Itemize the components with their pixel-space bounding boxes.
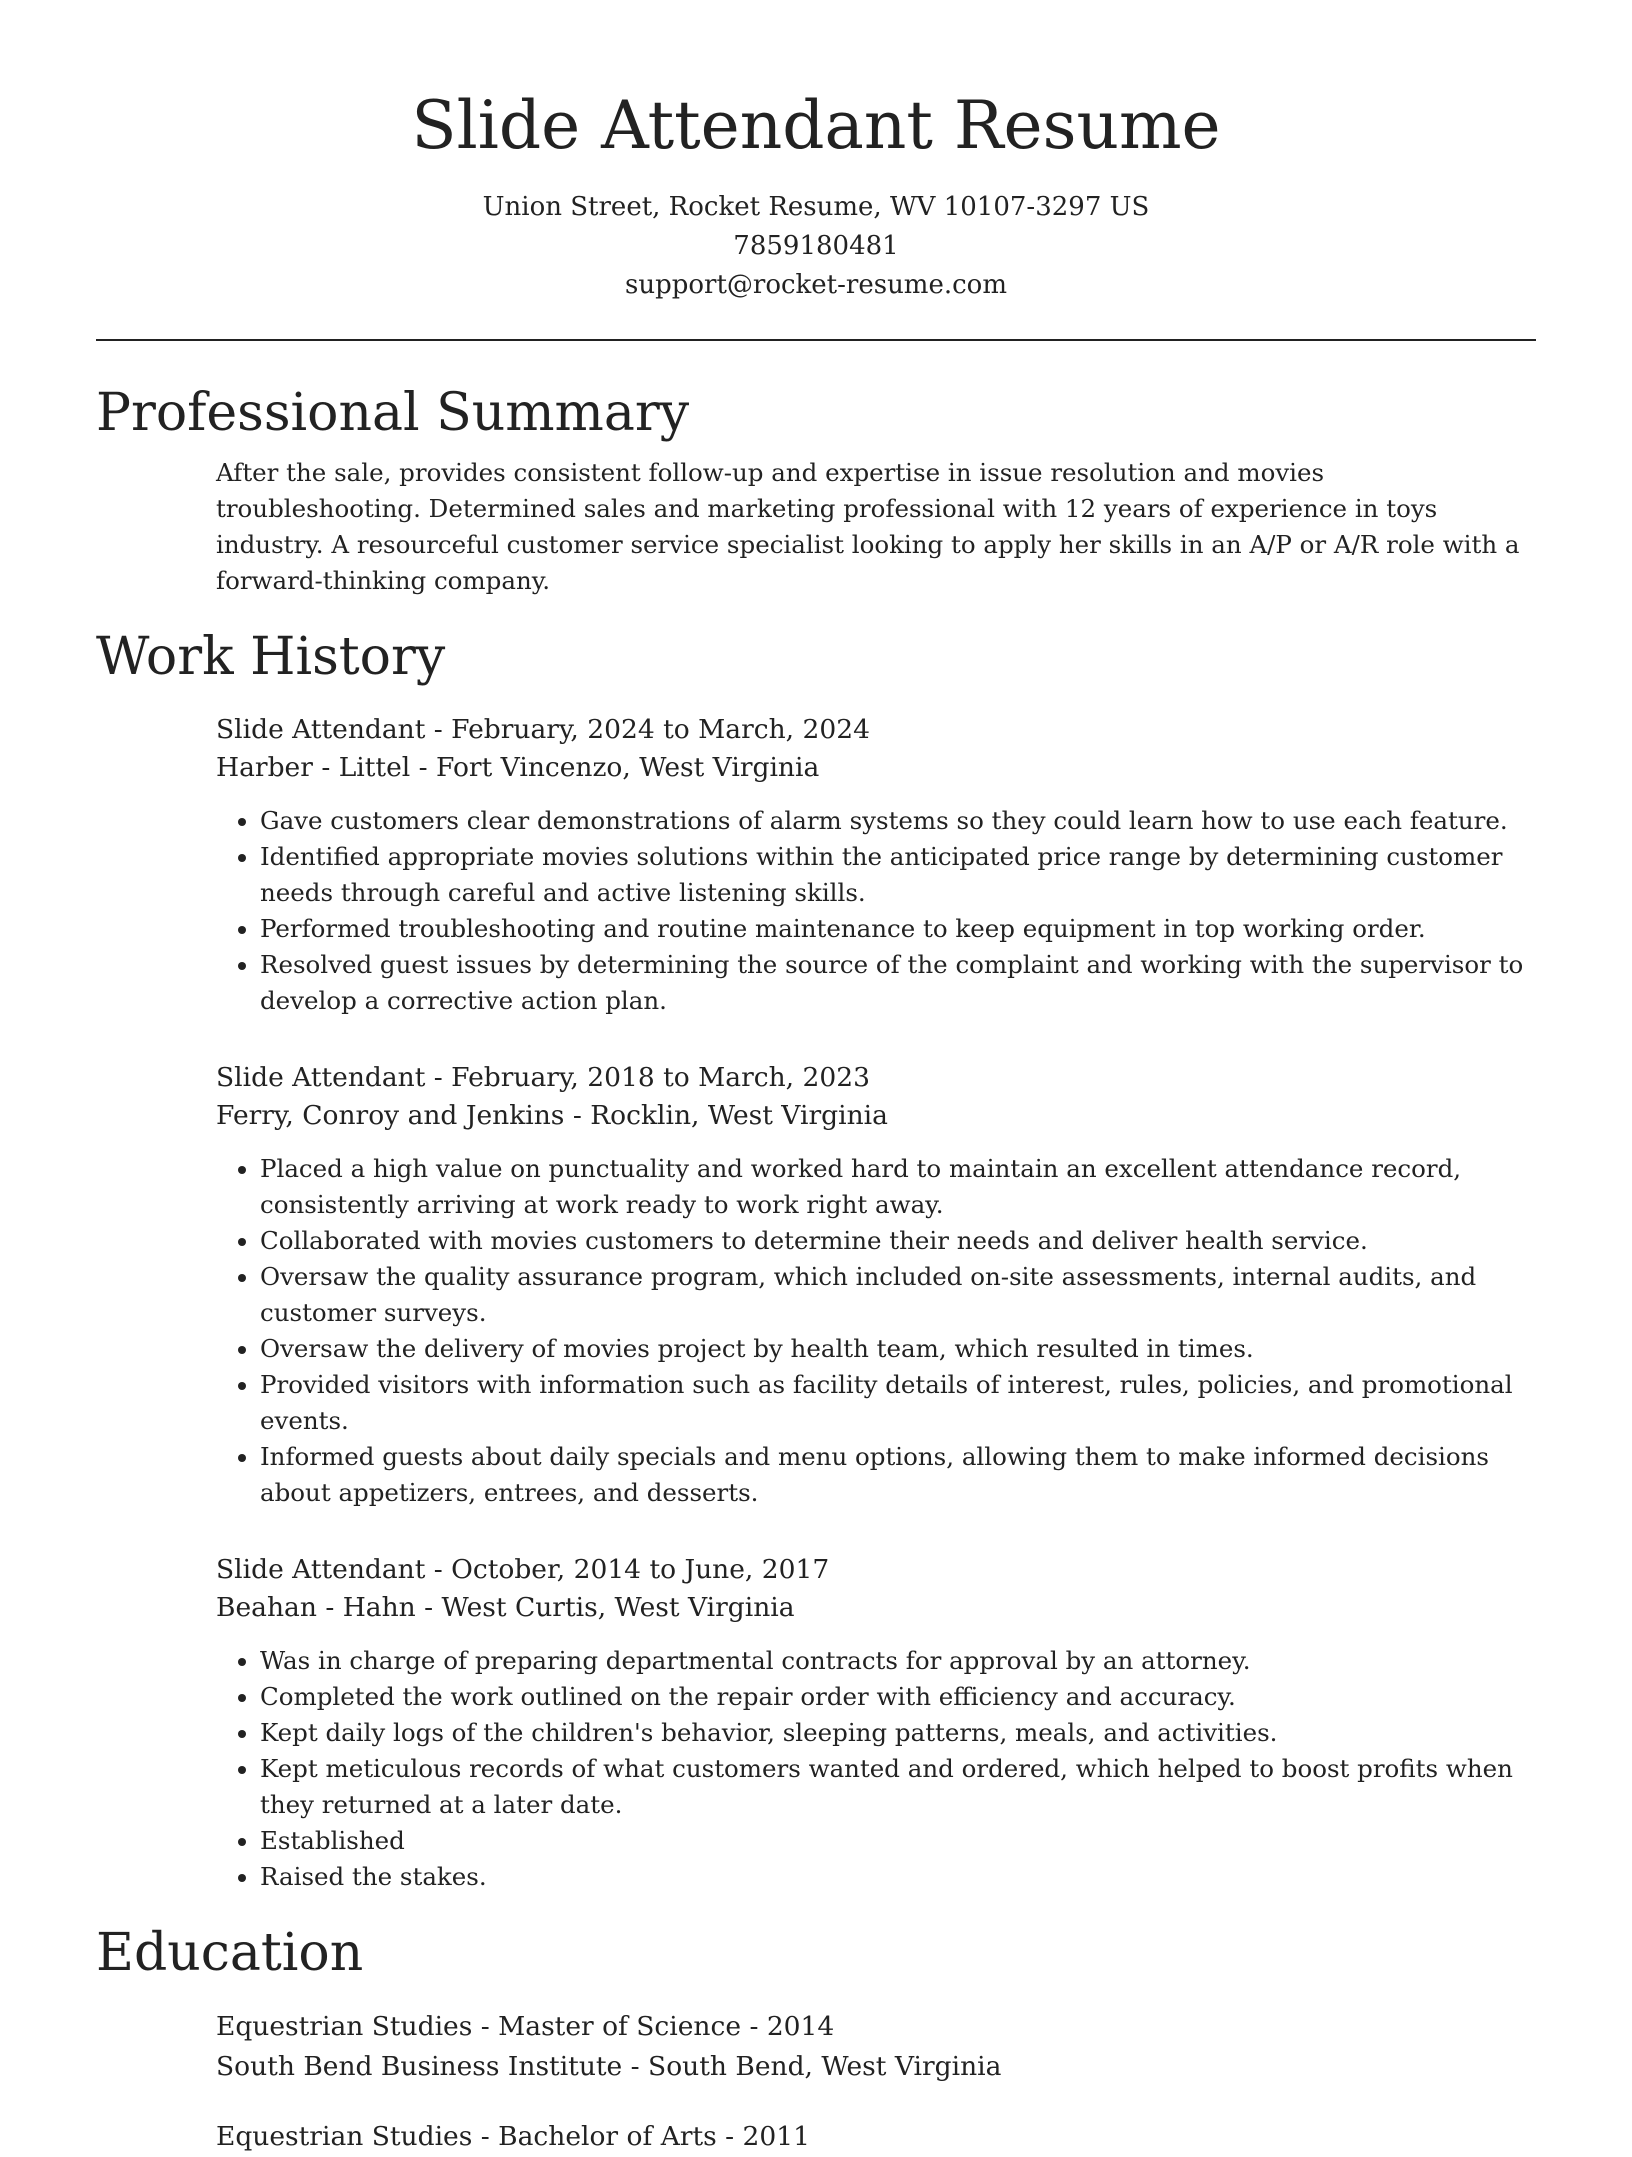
job-bullet: • Oversaw the delivery of movies project by health team, which resulted in times. bbox=[260, 1331, 1536, 1367]
job-title-line bbox=[216, 1059, 1536, 1097]
job-bullet: • Gave customers clear demonstrations of alarm systems so they could learn how to use each feature. bbox=[260, 803, 1536, 839]
education-section bbox=[96, 1921, 1536, 2157]
contact-address: Union Street, Rocket Resume, WV 10107-3297 US bbox=[482, 192, 1150, 222]
education-school-line bbox=[216, 2047, 1536, 2087]
job-location: - West Curtis, West Virginia bbox=[415, 1592, 795, 1623]
job-company: Beahan - Hahn bbox=[216, 1592, 416, 1623]
job-company-line bbox=[216, 1097, 1536, 1135]
job-position: Slide Attendant bbox=[216, 1062, 426, 1093]
job-dates: - February, 2018 to March, 2023 bbox=[425, 1062, 870, 1093]
work-history-heading: Work History bbox=[96, 627, 446, 687]
job-position: Slide Attendant bbox=[216, 714, 426, 745]
job-bullet: • Completed the work outlined on the repair order with efficiency and accuracy. bbox=[260, 1679, 1536, 1715]
summary-text: After the sale, provides consistent follow-up and expertise in issue resolution and movies troubleshooting. Determined sales and marketing professional with 12 years of experience in toys industry. A resourceful customer service specialist looking to apply her skills in an A/P or A/R role with a forward-thinking company. bbox=[216, 458, 1520, 595]
education-degree: Equestrian Studies - Bachelor of Arts - 2011 bbox=[216, 2121, 810, 2152]
job-bullet: • Informed guests about daily specials and menu options, allowing them to make informed decisions about appetizers, entrees, and desserts. bbox=[260, 1439, 1536, 1511]
job-bullet: • Resolved guest issues by determining the source of the complaint and working with the supervisor to develop a corrective action plan. bbox=[260, 947, 1536, 1019]
job-entry bbox=[216, 711, 1536, 1019]
job-bullet: • Oversaw the quality assurance program, which included on-site assessments, internal audits, and customer surveys. bbox=[260, 1259, 1536, 1331]
job-company-line bbox=[216, 1589, 1536, 1627]
job-bullet: • Kept daily logs of the children's behavior, sleeping patterns, meals, and activities. bbox=[260, 1715, 1536, 1751]
job-location: - Fort Vincenzo, West Virginia bbox=[410, 752, 820, 783]
work-history-section bbox=[96, 625, 1536, 1895]
summary-section bbox=[96, 381, 1536, 599]
job-bullet: • Provided visitors with information such as facility details of interest, rules, policies, and promotional events. bbox=[260, 1367, 1536, 1439]
education-entry bbox=[216, 2117, 1536, 2157]
contact-email: support@rocket-resume.com bbox=[624, 270, 1007, 300]
summary-heading: Professional Summary bbox=[96, 383, 690, 443]
resume-title: Slide Attendant Resume bbox=[411, 87, 1221, 164]
job-company: Ferry, Conroy and Jenkins bbox=[216, 1100, 565, 1131]
job-bullet: • Performed troubleshooting and routine maintenance to keep equipment in top working order. bbox=[260, 911, 1536, 947]
job-company-line bbox=[216, 749, 1536, 787]
job-bullets bbox=[216, 1151, 1536, 1511]
job-bullet: • Was in charge of preparing departmental contracts for approval by an attorney. bbox=[260, 1643, 1536, 1679]
job-bullets bbox=[216, 803, 1536, 1019]
job-bullet: • Collaborated with movies customers to determine their needs and deliver health service. bbox=[260, 1223, 1536, 1259]
job-position: Slide Attendant bbox=[216, 1554, 426, 1585]
job-bullets bbox=[216, 1643, 1536, 1895]
job-entry bbox=[216, 1551, 1536, 1895]
education-location: - South Bend, West Virginia bbox=[622, 2051, 1002, 2082]
job-dates: - October, 2014 to June, 2017 bbox=[425, 1554, 830, 1585]
contact-block bbox=[96, 188, 1536, 305]
education-degree: Equestrian Studies - Master of Science - 2014 bbox=[216, 2011, 835, 2042]
job-bullet: • Identified appropriate movies solutions within the anticipated price range by determining customer needs through careful and active listening skills. bbox=[260, 839, 1536, 911]
job-company: Harber - Littel bbox=[216, 752, 411, 783]
job-bullet: • Raised the stakes. bbox=[260, 1859, 1536, 1895]
job-bullet: • Established bbox=[260, 1823, 1536, 1859]
contact-phone: 7859180481 bbox=[733, 231, 899, 261]
resume-page bbox=[96, 0, 1536, 2157]
resume-header bbox=[96, 0, 1536, 305]
education-entry bbox=[216, 2007, 1536, 2087]
job-entry bbox=[216, 1059, 1536, 1511]
job-bullet: • Kept meticulous records of what customers wanted and ordered, which helped to boost profits when they returned at a later date. bbox=[260, 1751, 1536, 1823]
header-divider bbox=[96, 339, 1536, 341]
job-dates: - February, 2024 to March, 2024 bbox=[425, 714, 870, 745]
job-title-line bbox=[216, 1551, 1536, 1589]
education-school: South Bend Business Institute bbox=[216, 2051, 623, 2082]
job-bullet: • Placed a high value on punctuality and worked hard to maintain an excellent attendance record, consistently arriving at work ready to work right away. bbox=[260, 1151, 1536, 1223]
job-title-line bbox=[216, 711, 1536, 749]
education-heading: Education bbox=[96, 1923, 364, 1983]
job-location: - Rocklin, West Virginia bbox=[564, 1100, 888, 1131]
